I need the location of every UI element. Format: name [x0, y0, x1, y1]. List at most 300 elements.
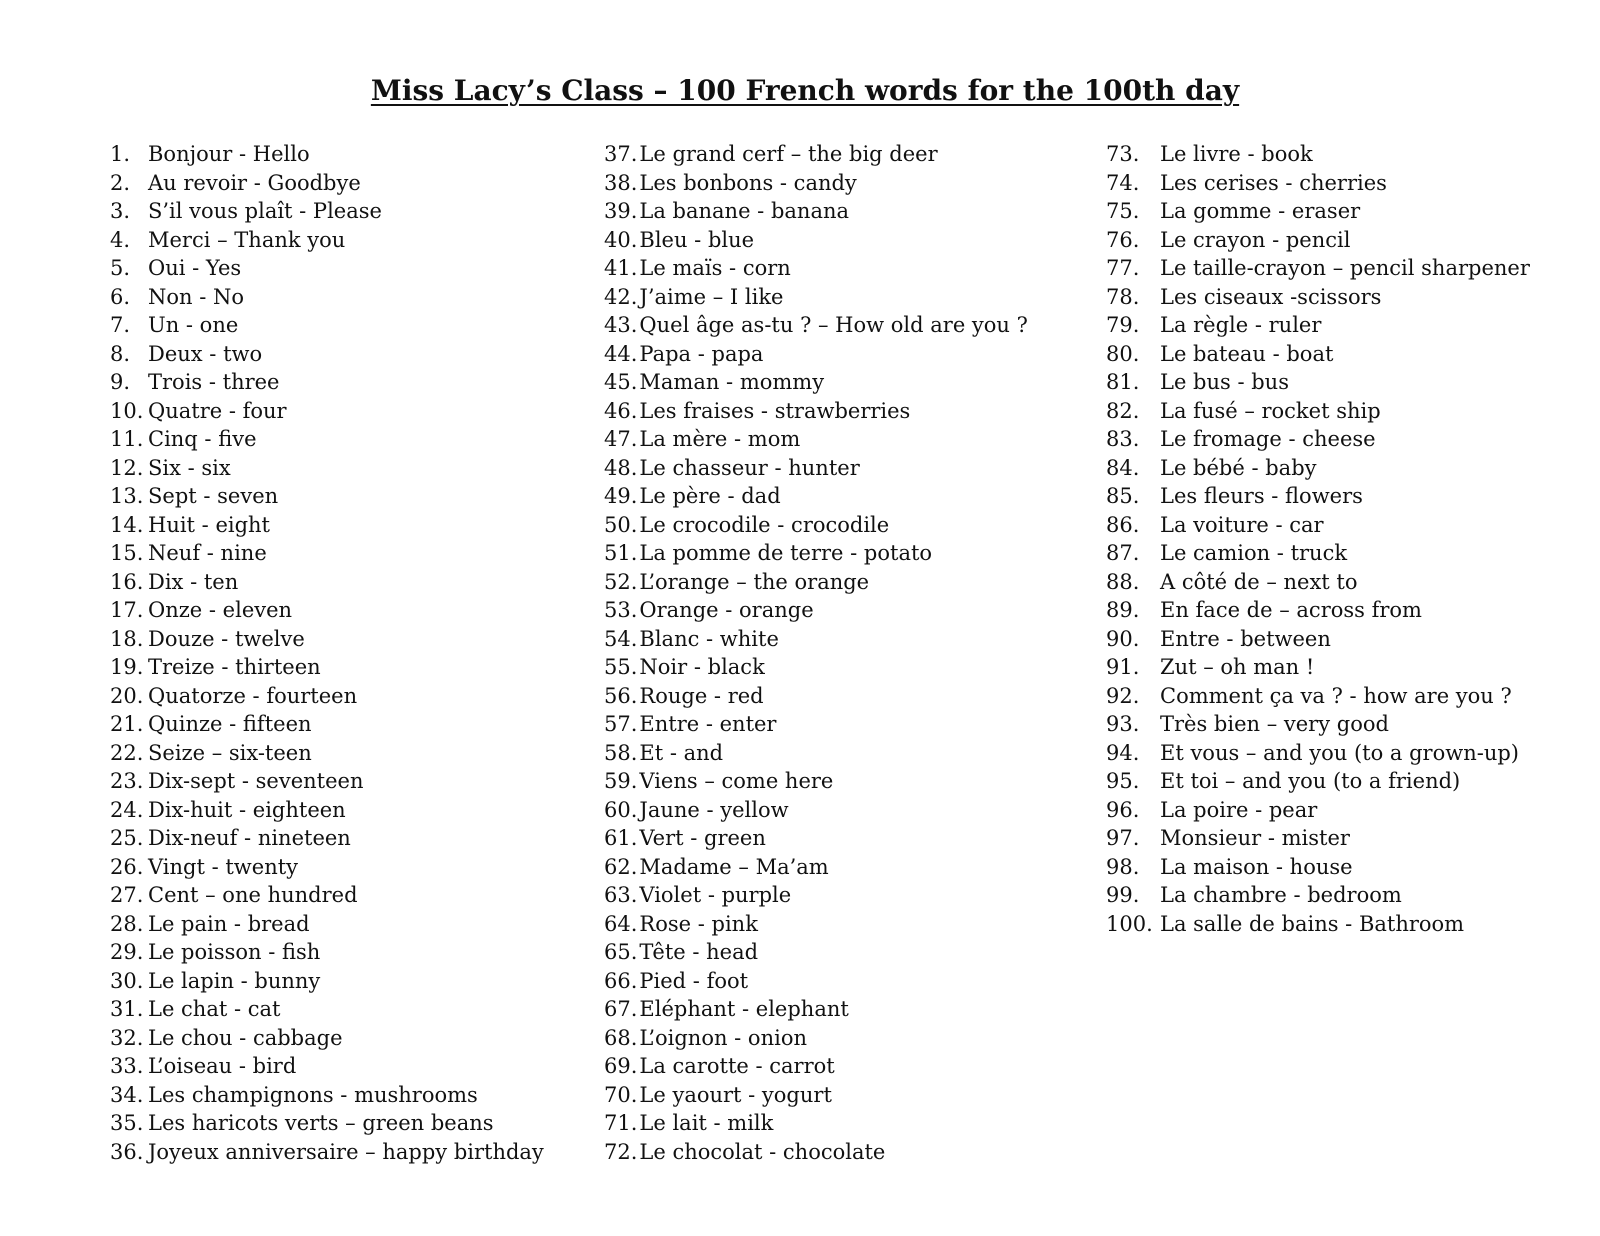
list-item	[110, 767, 580, 796]
item-text: Huit - eight	[148, 512, 270, 537]
item-text: Quel âge as-tu ? – How old are you ?	[639, 313, 1028, 337]
item-number: 70.	[604, 1082, 638, 1107]
item-number: 47.	[604, 427, 638, 451]
item-number: 4.	[110, 227, 131, 252]
list-item	[1106, 340, 1596, 369]
item-number: 86.	[1106, 512, 1140, 537]
item-text: Treize - thirteen	[148, 655, 321, 679]
item-number: 49.	[604, 484, 638, 508]
list-item	[1106, 853, 1596, 882]
item-number: 35.	[110, 1111, 144, 1135]
item-number: 40.	[604, 227, 638, 252]
list-item	[604, 1138, 1084, 1167]
list-item	[1106, 311, 1596, 340]
item-number: 33.	[110, 1054, 144, 1078]
list-item	[604, 283, 1084, 312]
list-item	[110, 739, 580, 768]
item-number: 42.	[604, 284, 638, 309]
item-text: Le maïs - corn	[639, 256, 791, 280]
item-number: 9.	[110, 370, 131, 394]
list-item	[604, 881, 1084, 910]
item-text: Les haricots verts – green beans	[148, 1111, 494, 1135]
list-item	[110, 625, 580, 654]
item-text: Les cerises - cherries	[1160, 170, 1387, 195]
item-number: 69.	[604, 1054, 638, 1078]
item-text: Sept - seven	[148, 484, 279, 508]
item-number: 57.	[604, 712, 638, 736]
list-item	[604, 368, 1084, 397]
item-text: Le bus - bus	[1160, 370, 1289, 394]
list-item	[1106, 254, 1596, 283]
list-item	[110, 283, 580, 312]
item-text: S’il vous plaît - Please	[148, 199, 382, 223]
list-item	[110, 796, 580, 825]
item-text: Le grand cerf – the big deer	[639, 142, 938, 166]
item-number: 38.	[604, 170, 638, 195]
item-number: 29.	[110, 940, 144, 964]
item-number: 64.	[604, 911, 638, 936]
list-item	[604, 511, 1084, 540]
list-item	[604, 824, 1084, 853]
item-text: La carotte - carrot	[639, 1054, 835, 1078]
item-text: Le chasseur - hunter	[639, 455, 860, 480]
item-number: 66.	[604, 968, 638, 993]
list-item	[604, 710, 1084, 739]
list-item	[110, 311, 580, 340]
list-item	[110, 1024, 580, 1053]
list-item	[110, 169, 580, 198]
list-item	[110, 596, 580, 625]
item-text: Les fraises - strawberries	[639, 398, 911, 423]
item-text: Le chocolat - chocolate	[639, 1139, 886, 1164]
item-number: 21.	[110, 712, 144, 736]
list-item	[604, 739, 1084, 768]
list-item	[604, 140, 1084, 169]
list-item	[1106, 425, 1596, 454]
item-text: Le camion - truck	[1160, 541, 1348, 565]
item-number: 28.	[110, 911, 144, 936]
item-text: Trois - three	[148, 370, 280, 394]
item-number: 81.	[1106, 370, 1140, 394]
item-number: 11.	[110, 427, 144, 451]
item-text: Le père - dad	[639, 484, 781, 508]
item-text: Très bien – very good	[1160, 712, 1389, 736]
list-item	[110, 653, 580, 682]
item-number: 59.	[604, 769, 638, 793]
item-text: Entre - between	[1160, 626, 1331, 651]
list-item	[110, 454, 580, 483]
item-text: La salle de bains - Bathroom	[1160, 911, 1465, 936]
list-item	[604, 340, 1084, 369]
item-number: 78.	[1106, 284, 1140, 309]
item-text: La banane - banana	[639, 199, 850, 223]
item-text: Neuf - nine	[148, 541, 267, 565]
item-text: Et vous – and you (to a grown-up)	[1160, 740, 1519, 765]
list-item	[604, 254, 1084, 283]
item-text: Et - and	[639, 740, 724, 765]
list-item	[110, 368, 580, 397]
list-item	[604, 1109, 1084, 1138]
item-number: 99.	[1106, 883, 1140, 907]
list-item	[110, 824, 580, 853]
item-number: 82.	[1106, 398, 1140, 423]
item-text: Papa - papa	[639, 341, 764, 366]
list-item	[604, 397, 1084, 426]
item-text: Douze - twelve	[148, 626, 305, 651]
item-text: Cinq - five	[148, 427, 257, 451]
list-item	[110, 1138, 580, 1167]
item-number: 39.	[604, 199, 638, 223]
item-number: 7.	[110, 313, 131, 337]
list-item	[1106, 568, 1596, 597]
item-text: Violet - purple	[639, 883, 792, 907]
item-number: 89.	[1106, 598, 1140, 622]
item-number: 18.	[110, 626, 144, 651]
item-text: Entre - enter	[639, 712, 777, 736]
item-number: 16.	[110, 569, 144, 594]
list-item	[1106, 682, 1596, 711]
list-item	[604, 169, 1084, 198]
item-number: 1.	[110, 142, 131, 166]
item-text: Viens – come here	[639, 769, 834, 793]
item-number: 56.	[604, 683, 638, 708]
item-number: 76.	[1106, 227, 1140, 252]
item-number: 45.	[604, 370, 638, 394]
item-text: Madame – Ma’am	[639, 854, 829, 879]
list-item	[110, 539, 580, 568]
item-text: Vingt - twenty	[148, 854, 299, 879]
item-number: 52.	[604, 569, 638, 594]
item-text: Le taille-crayon – pencil sharpener	[1160, 256, 1530, 280]
item-number: 83.	[1106, 427, 1140, 451]
item-number: 72.	[604, 1139, 638, 1164]
item-text: Le fromage - cheese	[1160, 427, 1376, 451]
list-item	[110, 910, 580, 939]
item-number: 77.	[1106, 256, 1140, 280]
item-text: Rouge - red	[639, 683, 764, 708]
item-number: 90.	[1106, 626, 1140, 651]
list-item	[110, 568, 580, 597]
item-text: L’orange – the orange	[639, 569, 870, 594]
item-number: 41.	[604, 256, 638, 280]
list-item	[1106, 368, 1596, 397]
item-number: 8.	[110, 341, 131, 366]
list-item	[604, 197, 1084, 226]
item-number: 61.	[604, 826, 638, 850]
item-number: 62.	[604, 854, 638, 879]
list-item	[110, 938, 580, 967]
item-number: 88.	[1106, 569, 1140, 594]
item-text: Les bonbons - candy	[639, 170, 857, 195]
item-text: Rose - pink	[639, 911, 758, 936]
item-text: Le livre - book	[1160, 142, 1313, 166]
item-text: Comment ça va ? - how are you ?	[1160, 683, 1512, 708]
item-number: 98.	[1106, 854, 1140, 879]
item-text: Les champignons - mushrooms	[148, 1082, 478, 1107]
item-text: La chambre - bedroom	[1160, 883, 1402, 907]
list-item	[1106, 739, 1596, 768]
list-item	[604, 653, 1084, 682]
item-number: 68.	[604, 1025, 638, 1050]
item-text: La voiture - car	[1160, 512, 1324, 537]
list-item	[1106, 454, 1596, 483]
item-number: 80.	[1106, 341, 1140, 366]
list-item	[604, 625, 1084, 654]
list-item	[604, 1052, 1084, 1081]
item-text: Le poisson - fish	[148, 940, 321, 964]
item-number: 10.	[110, 398, 144, 423]
list-item	[1106, 625, 1596, 654]
item-text: Dix-neuf - nineteen	[148, 826, 351, 850]
item-text: Quinze - fifteen	[148, 712, 312, 736]
word-list-column-2	[604, 140, 1084, 1166]
item-text: A côté de – next to	[1160, 569, 1358, 594]
item-number: 94.	[1106, 740, 1140, 765]
item-number: 13.	[110, 484, 144, 508]
item-number: 50.	[604, 512, 638, 537]
list-item	[110, 710, 580, 739]
list-item	[1106, 767, 1596, 796]
list-item	[1106, 169, 1596, 198]
item-number: 34.	[110, 1082, 144, 1107]
list-item	[604, 568, 1084, 597]
item-text: Le crocodile - crocodile	[639, 512, 890, 537]
item-number: 26.	[110, 854, 144, 879]
list-item	[110, 967, 580, 996]
list-item	[110, 682, 580, 711]
item-text: Dix - ten	[148, 569, 239, 594]
item-text: Quatorze - fourteen	[148, 683, 358, 708]
item-number: 27.	[110, 883, 144, 907]
item-text: Le bateau - boat	[1160, 341, 1334, 366]
item-text: L’oignon - onion	[639, 1025, 807, 1050]
item-number: 5.	[110, 256, 131, 280]
item-number: 75.	[1106, 199, 1140, 223]
item-text: La fusé – rocket ship	[1160, 398, 1381, 423]
item-number: 91.	[1106, 655, 1140, 679]
list-item	[110, 1052, 580, 1081]
item-text: J’aime – I like	[639, 284, 784, 309]
list-item	[604, 482, 1084, 511]
item-text: Deux - two	[148, 341, 263, 366]
item-number: 55.	[604, 655, 638, 679]
word-list-column-3	[1106, 140, 1596, 938]
item-number: 43.	[604, 313, 638, 337]
list-item	[1106, 511, 1596, 540]
item-text: Le crayon - pencil	[1160, 227, 1351, 252]
list-item	[110, 254, 580, 283]
item-number: 30.	[110, 968, 144, 993]
item-number: 92.	[1106, 683, 1140, 708]
item-text: Dix-sept - seventeen	[148, 769, 364, 793]
item-text: Les ciseaux -scissors	[1160, 284, 1382, 309]
item-number: 74.	[1106, 170, 1140, 195]
item-text: Le chat - cat	[148, 997, 281, 1021]
item-text: Jaune - yellow	[639, 797, 789, 822]
word-list-column-1	[110, 140, 580, 1166]
list-item	[1106, 539, 1596, 568]
item-text: La maison - house	[1160, 854, 1353, 879]
list-item	[1106, 226, 1596, 255]
item-text: Un - one	[148, 313, 239, 337]
list-item	[110, 881, 580, 910]
list-item	[110, 482, 580, 511]
item-number: 84.	[1106, 455, 1140, 480]
item-text: Joyeux anniversaire – happy birthday	[148, 1139, 544, 1164]
item-number: 22.	[110, 740, 144, 765]
item-number: 15.	[110, 541, 144, 565]
item-number: 85.	[1106, 484, 1140, 508]
list-item	[604, 938, 1084, 967]
item-number: 87.	[1106, 541, 1140, 565]
list-item	[1106, 140, 1596, 169]
list-item	[1106, 653, 1596, 682]
item-number: 25.	[110, 826, 144, 850]
list-item	[604, 311, 1084, 340]
page-title-text: Miss Lacy’s Class – 100 French words for the 100th day	[370, 74, 1240, 107]
item-text: Vert - green	[639, 826, 766, 850]
item-text: L’oiseau - bird	[148, 1054, 297, 1078]
list-item	[604, 1024, 1084, 1053]
list-item	[604, 226, 1084, 255]
item-text: Dix-huit - eighteen	[148, 797, 346, 822]
item-number: 95.	[1106, 769, 1140, 793]
list-item	[604, 425, 1084, 454]
item-number: 96.	[1106, 797, 1140, 822]
item-text: Cent – one hundred	[148, 883, 358, 907]
list-item	[1106, 796, 1596, 825]
item-text: La poire - pear	[1160, 797, 1318, 822]
item-number: 100.	[1106, 911, 1153, 936]
item-number: 14.	[110, 512, 144, 537]
item-text: Oui - Yes	[148, 256, 242, 280]
item-text: Pied - foot	[639, 968, 749, 993]
item-number: 23.	[110, 769, 144, 793]
item-text: En face de – across from	[1160, 598, 1422, 622]
item-number: 37.	[604, 142, 638, 166]
list-item	[604, 796, 1084, 825]
list-item	[604, 596, 1084, 625]
list-item	[604, 967, 1084, 996]
item-text: La gomme - eraser	[1160, 199, 1361, 223]
list-item	[110, 397, 580, 426]
item-text: Les fleurs - flowers	[1160, 484, 1363, 508]
item-text: Blanc - white	[639, 626, 779, 651]
item-text: Maman - mommy	[639, 370, 825, 394]
item-number: 67.	[604, 997, 638, 1021]
item-text: Six - six	[148, 455, 231, 480]
item-number: 31.	[110, 997, 144, 1021]
item-number: 60.	[604, 797, 638, 822]
list-item	[110, 853, 580, 882]
item-text: Orange - orange	[639, 598, 814, 622]
item-text: Et toi – and you (to a friend)	[1160, 769, 1461, 793]
page-title	[0, 74, 1600, 108]
list-item	[110, 995, 580, 1024]
list-item	[110, 511, 580, 540]
item-number: 2.	[110, 170, 131, 195]
item-text: Quatre - four	[148, 398, 287, 423]
item-text: Le lait - milk	[639, 1111, 774, 1135]
item-text: Bleu - blue	[639, 227, 755, 252]
item-number: 12.	[110, 455, 144, 480]
list-item	[110, 340, 580, 369]
list-item	[604, 1081, 1084, 1110]
item-text: Zut – oh man !	[1160, 655, 1315, 679]
list-item	[110, 140, 580, 169]
list-item	[110, 226, 580, 255]
item-number: 6.	[110, 284, 131, 309]
item-text: Onze - eleven	[148, 598, 293, 622]
list-item	[1106, 910, 1596, 939]
item-number: 63.	[604, 883, 638, 907]
item-text: Bonjour - Hello	[148, 142, 310, 166]
item-number: 65.	[604, 940, 638, 964]
item-text: La pomme de terre - potato	[639, 541, 933, 565]
item-text: Noir - black	[639, 655, 765, 679]
list-item	[1106, 283, 1596, 312]
list-item	[1106, 596, 1596, 625]
item-text: Seize – six-teen	[148, 740, 312, 765]
list-item	[110, 1109, 580, 1138]
list-item	[1106, 710, 1596, 739]
list-item	[604, 682, 1084, 711]
list-item	[604, 767, 1084, 796]
item-number: 32.	[110, 1025, 144, 1050]
item-number: 20.	[110, 683, 144, 708]
item-number: 97.	[1106, 826, 1140, 850]
item-text: La mère - mom	[639, 427, 801, 451]
item-number: 46.	[604, 398, 638, 423]
list-item	[604, 539, 1084, 568]
item-text: Le lapin - bunny	[148, 968, 321, 993]
item-number: 51.	[604, 541, 638, 565]
item-number: 53.	[604, 598, 638, 622]
item-number: 93.	[1106, 712, 1140, 736]
list-item	[110, 197, 580, 226]
list-item	[1106, 881, 1596, 910]
list-item	[1106, 824, 1596, 853]
item-number: 73.	[1106, 142, 1140, 166]
item-number: 36.	[110, 1139, 144, 1164]
list-item	[110, 425, 580, 454]
item-text: Le pain - bread	[148, 911, 310, 936]
list-item	[1106, 482, 1596, 511]
list-item	[604, 853, 1084, 882]
item-text: Au revoir - Goodbye	[148, 170, 361, 195]
item-text: Merci – Thank you	[148, 227, 346, 252]
item-number: 44.	[604, 341, 638, 366]
item-text: La règle - ruler	[1160, 313, 1322, 337]
item-number: 58.	[604, 740, 638, 765]
item-number: 48.	[604, 455, 638, 480]
item-text: Le chou - cabbage	[148, 1025, 343, 1050]
list-item	[604, 995, 1084, 1024]
item-number: 79.	[1106, 313, 1140, 337]
item-number: 54.	[604, 626, 638, 651]
item-number: 17.	[110, 598, 144, 622]
item-text: Le bébé - baby	[1160, 455, 1317, 480]
item-text: Tête - head	[639, 940, 759, 964]
list-item	[110, 1081, 580, 1110]
item-text: Eléphant - elephant	[639, 997, 849, 1021]
item-number: 3.	[110, 199, 131, 223]
list-item	[1106, 397, 1596, 426]
item-text: Le yaourt - yogurt	[639, 1082, 832, 1107]
item-number: 19.	[110, 655, 144, 679]
list-item	[604, 910, 1084, 939]
item-text: Non - No	[148, 284, 245, 309]
